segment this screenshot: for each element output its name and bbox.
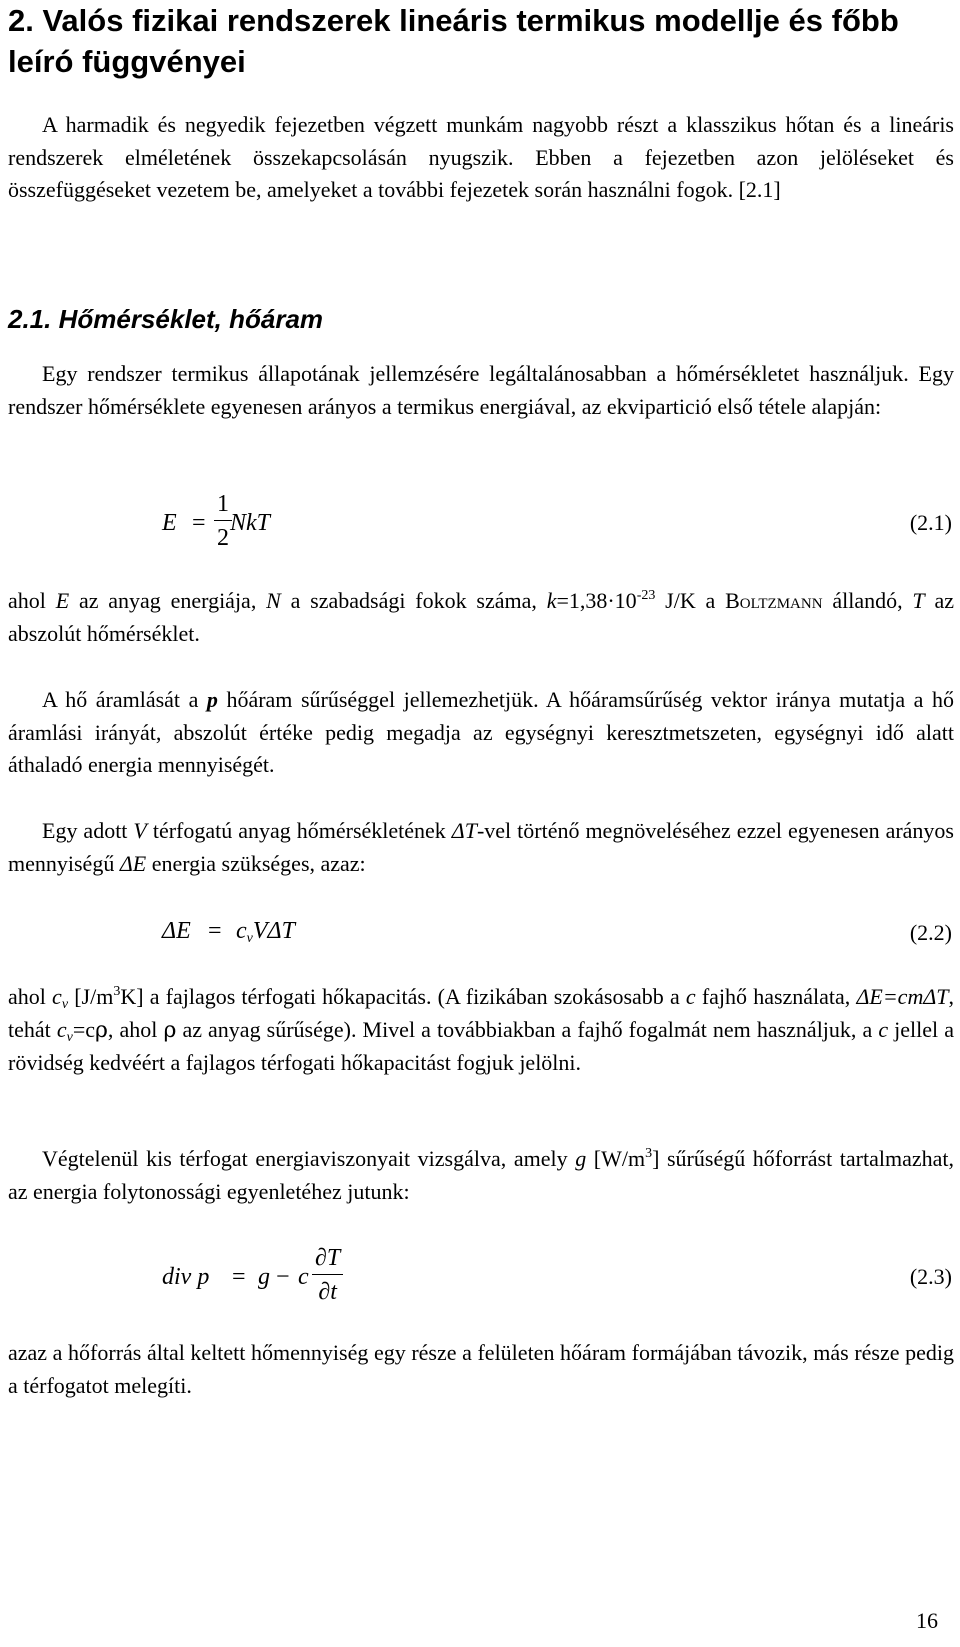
eq3-fraction <box>312 1242 343 1309</box>
eq3-lhs: div p <box>162 1264 210 1290</box>
eq1-denominator: 2 <box>217 525 229 551</box>
p5-sub: v <box>61 997 69 1012</box>
p2-text: =1,38·10 <box>556 588 637 613</box>
p2-N: N <box>266 588 281 613</box>
conclusion-paragraph: azaz a hőforrás által keltett hőmennyiség egy része a felületen hőáram formájában távozik, más része pedig a térfogatot melegíti. <box>8 1340 954 1398</box>
eq2-rhs <box>236 918 295 945</box>
p2-T: T <box>912 588 925 613</box>
p5-text: jellel a rövidség kedvéért a fajlagos térfogati hőkapacitást fogjuk jelölni. <box>8 1016 954 1076</box>
p5-text: [J/m <box>68 984 114 1009</box>
p5-text: =c <box>72 1016 95 1042</box>
p4-dE: ΔE <box>119 850 147 876</box>
p3-text: hőáram sűrűséggel jellemezhetjük. A hőáramsűrűség vektor iránya mutatja a hő áramlási irányát, abszolút értéke pedig megadja az egységnyi keresztmetszeten, egységnyi idő alatt áthaladó energia mennyiségét. <box>8 687 954 778</box>
eq3-equals: = <box>232 1264 246 1290</box>
p5-text: fajhő használata, <box>695 984 857 1009</box>
eq3-g: g <box>258 1264 270 1290</box>
p4-text: térfogatú anyag hőmérsékletének <box>146 818 452 843</box>
intro-paragraph: A harmadik és negyedik fejezetben végzett munkám nagyobb részt a klasszikus hőtan és a lineáris rendszerek elméletének összekapcsolásán nyugszik. Ebben a fejezetben azon jelöléseket és összefüggéseket vezetem be, amelyeket a további fejezetek során használni fogok. [2.1] <box>8 112 954 203</box>
p2-E: E <box>55 588 70 613</box>
p6-text: Végtelenül kis térfogat energiaviszonyait vizsgálva, amely <box>42 1146 576 1171</box>
p5-text: K] a fajlagos térfogati hőkapacitás. (A fizikában szokásosabb a <box>120 984 686 1009</box>
p4-text: -vel történő megnöveléséhez ezzel egyenesen arányos mennyiségű <box>8 818 954 876</box>
eq2-equals: = <box>208 918 222 944</box>
p5-c: c <box>52 984 62 1009</box>
p5-rho: ρ <box>163 1017 177 1043</box>
p4-text: Egy adott <box>42 818 134 843</box>
p5-formula: ΔE=cmΔT <box>856 984 949 1009</box>
p5-text: , tehát <box>8 984 954 1042</box>
eq1-numerator: 1 <box>214 488 232 521</box>
equation-2-2 <box>0 918 960 958</box>
p6-g: g <box>575 1146 587 1171</box>
p4-dT: ΔT <box>451 818 477 843</box>
p2-text: ahol <box>8 588 56 613</box>
p5-c: c <box>56 1016 67 1042</box>
p2-text: J/K a <box>655 588 726 613</box>
p5-text: az anyag sűrűsége). Mivel a továbbiakban a fajhő fogalmát nem használjuk, a <box>176 1016 879 1042</box>
page-number: 16 <box>916 1608 938 1633</box>
p2-exponent: -23 <box>636 588 656 603</box>
p5-text: ahol <box>8 984 53 1009</box>
p2-text: a szabadsági fokok száma, <box>280 588 547 613</box>
eq2-c: c <box>236 918 247 944</box>
specific-heat-paragraph <box>8 981 954 1080</box>
eq1-equals: = <box>192 510 206 536</box>
p6-sup: 3 <box>645 1146 653 1161</box>
chapter-title: 2. Valós fizikai rendszerek lineáris termikus modellje és főbb leíró függvényei <box>8 3 899 79</box>
p5-c: c <box>878 1016 889 1042</box>
p2-boltzmann: Boltzmann <box>725 588 823 613</box>
eq2-label: (2.2) <box>909 920 952 945</box>
equation-2-3 <box>0 1238 960 1318</box>
eq1-label: (2.1) <box>909 510 952 535</box>
p6-text: ] sűrűségű hőforrást tartalmazhat, az energia folytonossági egyenletéhez jutunk: <box>8 1146 955 1204</box>
p3-text: A hő áramlását a <box>42 687 207 712</box>
p2-text: állandó, <box>822 588 913 613</box>
eq2-lhs: ΔE <box>162 918 191 944</box>
p5-text: , ahol <box>107 1016 164 1042</box>
p5-rho: ρ <box>94 1017 108 1043</box>
continuity-paragraph <box>8 1143 954 1208</box>
heat-capacity-intro-paragraph <box>8 815 954 880</box>
eq2-dT: ΔT <box>267 918 295 944</box>
eq3-c: c <box>298 1264 309 1290</box>
p2-k: k <box>546 588 557 613</box>
p5-sub: v <box>66 1029 73 1045</box>
eq3-minus: − <box>276 1264 290 1290</box>
eq2-sub: v <box>246 931 253 946</box>
p4-text: energia szükséges, azaz: <box>146 850 366 876</box>
equation-2-1 <box>0 488 960 568</box>
heat-flux-paragraph <box>8 684 954 782</box>
section-title: 2.1. Hőmérséklet, hőáram <box>8 304 324 334</box>
eq3-numerator: ∂T <box>312 1242 343 1275</box>
p5-sup: 3 <box>113 984 121 999</box>
eq3-denominator: ∂t <box>318 1279 337 1305</box>
p6-text: [W/m <box>586 1146 646 1171</box>
boltzmann-paragraph <box>8 585 954 650</box>
eq3-label: (2.3) <box>909 1264 952 1289</box>
p2-text: az anyag energiája, <box>69 588 267 613</box>
p2-text: az abszolút hőmérséklet. <box>8 588 954 646</box>
eq2-V: V <box>252 918 268 944</box>
temperature-paragraph: Egy rendszer termikus állapotának jellemzésére legáltalánosabban a hőmérsékletet használjuk. Egy rendszer hőmérséklete egyenesen arányos a termikus energiával, az ekvipartició első tétele alapján: <box>8 361 954 419</box>
p4-V: V <box>133 818 147 843</box>
eq1-lhs: E <box>162 510 177 536</box>
p5-c: c <box>685 984 696 1009</box>
eq1-rhs: NkT <box>230 510 271 536</box>
p3-p: p <box>206 687 218 712</box>
